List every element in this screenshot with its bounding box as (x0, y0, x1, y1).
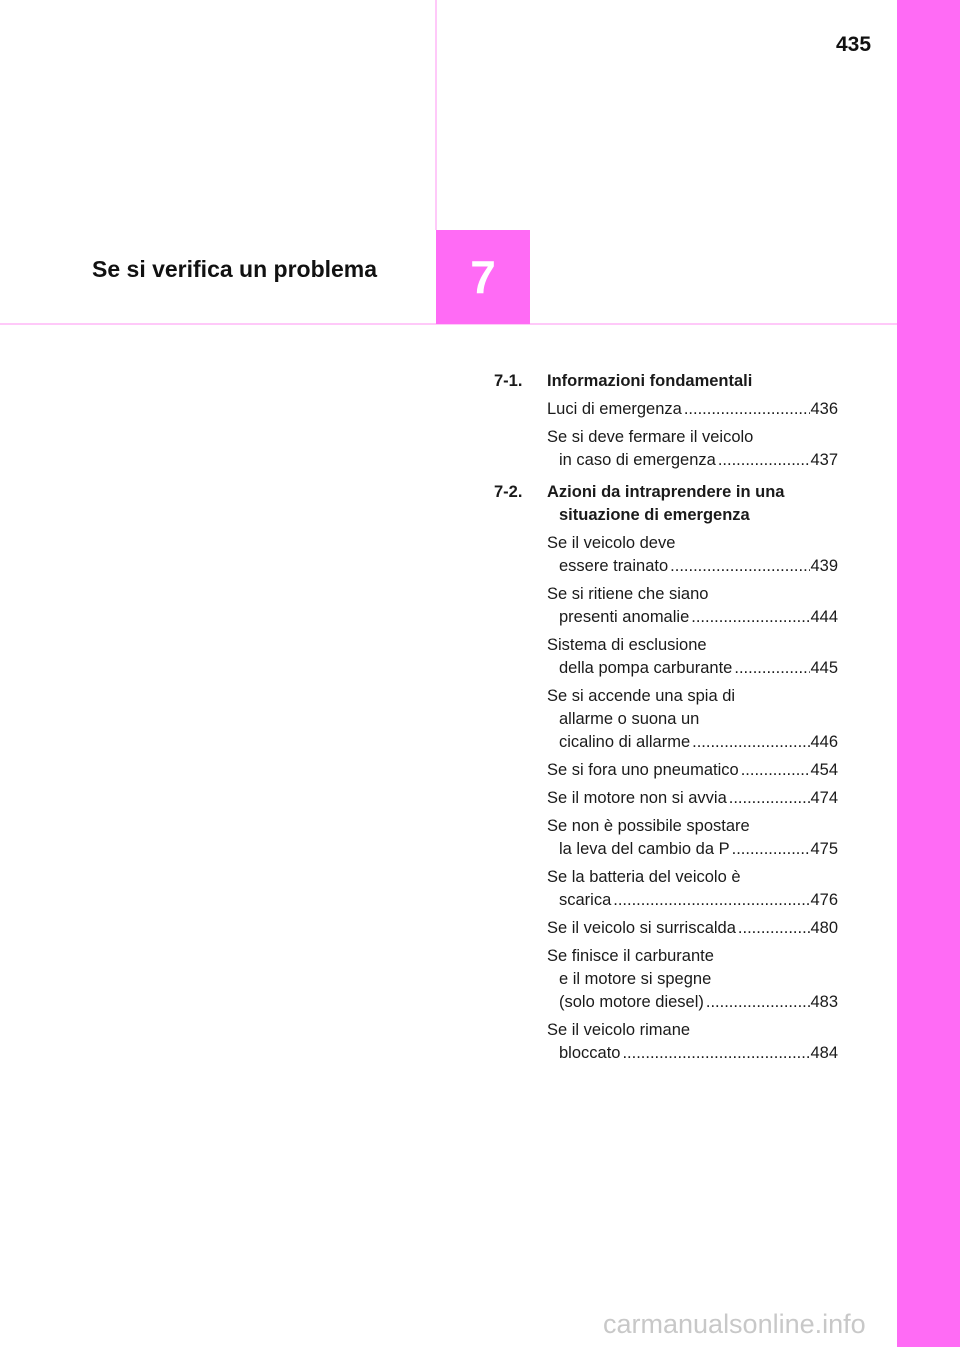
dot-leader (716, 449, 811, 472)
toc-entry-line: in caso di emergenza (559, 451, 716, 469)
toc-entry-line: Luci di emergenza (547, 400, 682, 418)
toc-entry-line: Se il veicolo si surriscalda (547, 919, 736, 937)
dot-leader (739, 759, 811, 782)
chapter-title: Se si verifica un problema (92, 256, 378, 282)
toc-entry[interactable] (547, 866, 838, 912)
toc-entry-line: cicalino di allarme (559, 733, 691, 751)
toc-page-number[interactable]: 475 (810, 840, 838, 858)
dot-leader (727, 787, 811, 810)
toc-entry[interactable] (547, 426, 838, 472)
section-title-line: situazione di emergenza (559, 506, 750, 524)
section-title-line: Azioni da intraprendere in una (547, 483, 785, 501)
side-color-bar (897, 0, 960, 1347)
section-heading (494, 481, 838, 527)
section-number: 7-2. (494, 483, 523, 501)
toc-entry-line: Se si deve fermare il veicolo (547, 428, 754, 446)
toc-entry-line: essere trainato (559, 557, 669, 575)
dot-leader (689, 606, 810, 629)
toc-page-number[interactable]: 437 (810, 451, 838, 469)
toc-page-number[interactable]: 454 (810, 761, 838, 779)
section-heading (494, 370, 838, 393)
toc-page-number[interactable]: 484 (810, 1044, 838, 1062)
dot-leader (704, 991, 811, 1014)
toc-page-number[interactable]: 445 (810, 659, 838, 677)
dot-leader (611, 889, 810, 912)
section-number: 7-1. (494, 372, 523, 390)
toc-entry-line: Se si ritiene che siano (547, 585, 709, 603)
toc-entry[interactable] (547, 634, 838, 680)
toc-entry-line: Se finisce il carburante (547, 947, 714, 965)
toc-page-number[interactable]: 446 (810, 733, 838, 751)
watermark: carmanualsonline.info (603, 1309, 866, 1339)
dot-leader (682, 398, 811, 421)
toc-entry-line: Se il veicolo deve (547, 534, 676, 552)
chapter-number: 7 (470, 251, 496, 303)
toc-entry-line: allarme o suona un (559, 710, 700, 728)
toc-page-number[interactable]: 444 (810, 608, 838, 626)
toc-entry-line: Sistema di esclusione (547, 636, 707, 654)
chapter-number-box (436, 230, 530, 324)
toc-entry[interactable] (547, 917, 838, 940)
toc-entry[interactable] (547, 532, 838, 578)
toc-entry-line: bloccato (559, 1044, 621, 1062)
page-number: 435 (836, 33, 872, 56)
toc-entry[interactable] (547, 787, 838, 810)
dot-leader (732, 657, 810, 680)
toc-entry-line: della pompa carburante (559, 659, 733, 677)
toc-entry-line: la leva del cambio da P (559, 840, 730, 858)
section-title-line: Informazioni fondamentali (547, 372, 753, 390)
dot-leader (620, 1042, 810, 1065)
toc-page-number[interactable]: 439 (810, 557, 838, 575)
toc-entry[interactable] (547, 759, 838, 782)
vertical-rule (435, 0, 437, 230)
dot-leader (730, 838, 811, 861)
toc-entry-line: Se la batteria del veicolo è (547, 868, 741, 886)
toc-entry-line: presenti anomalie (559, 608, 690, 626)
toc-entry[interactable] (547, 685, 838, 754)
toc-page-number[interactable]: 483 (810, 993, 838, 1011)
toc-page-number[interactable]: 474 (810, 789, 838, 807)
toc-entry-line: e il motore si spegne (559, 970, 712, 988)
dot-leader (736, 917, 811, 940)
toc-entry[interactable] (547, 1019, 838, 1065)
table-of-contents (494, 370, 838, 1070)
toc-entry-line: Se si accende una spia di (547, 687, 736, 705)
toc-entry[interactable] (547, 815, 838, 861)
toc-page-number[interactable]: 436 (810, 400, 838, 418)
toc-entry-line: Se il veicolo rimane (547, 1021, 691, 1039)
toc-entry-line: Se il motore non si avvia (547, 789, 727, 807)
dot-leader (690, 731, 810, 754)
dot-leader (668, 555, 810, 578)
section-title (547, 370, 838, 393)
toc-entry[interactable] (547, 398, 838, 421)
toc-entry-line: Se non è possibile spostare (547, 817, 750, 835)
toc-entry-line: (solo motore diesel) (559, 993, 704, 1011)
toc-page-number[interactable]: 480 (810, 919, 838, 937)
section-title (547, 481, 838, 527)
toc-entry[interactable] (547, 583, 838, 629)
toc-entry-line: scarica (559, 891, 612, 909)
toc-entry[interactable] (547, 945, 838, 1014)
toc-entry-line: Se si fora uno pneumatico (547, 761, 739, 779)
toc-page-number[interactable]: 476 (810, 891, 838, 909)
